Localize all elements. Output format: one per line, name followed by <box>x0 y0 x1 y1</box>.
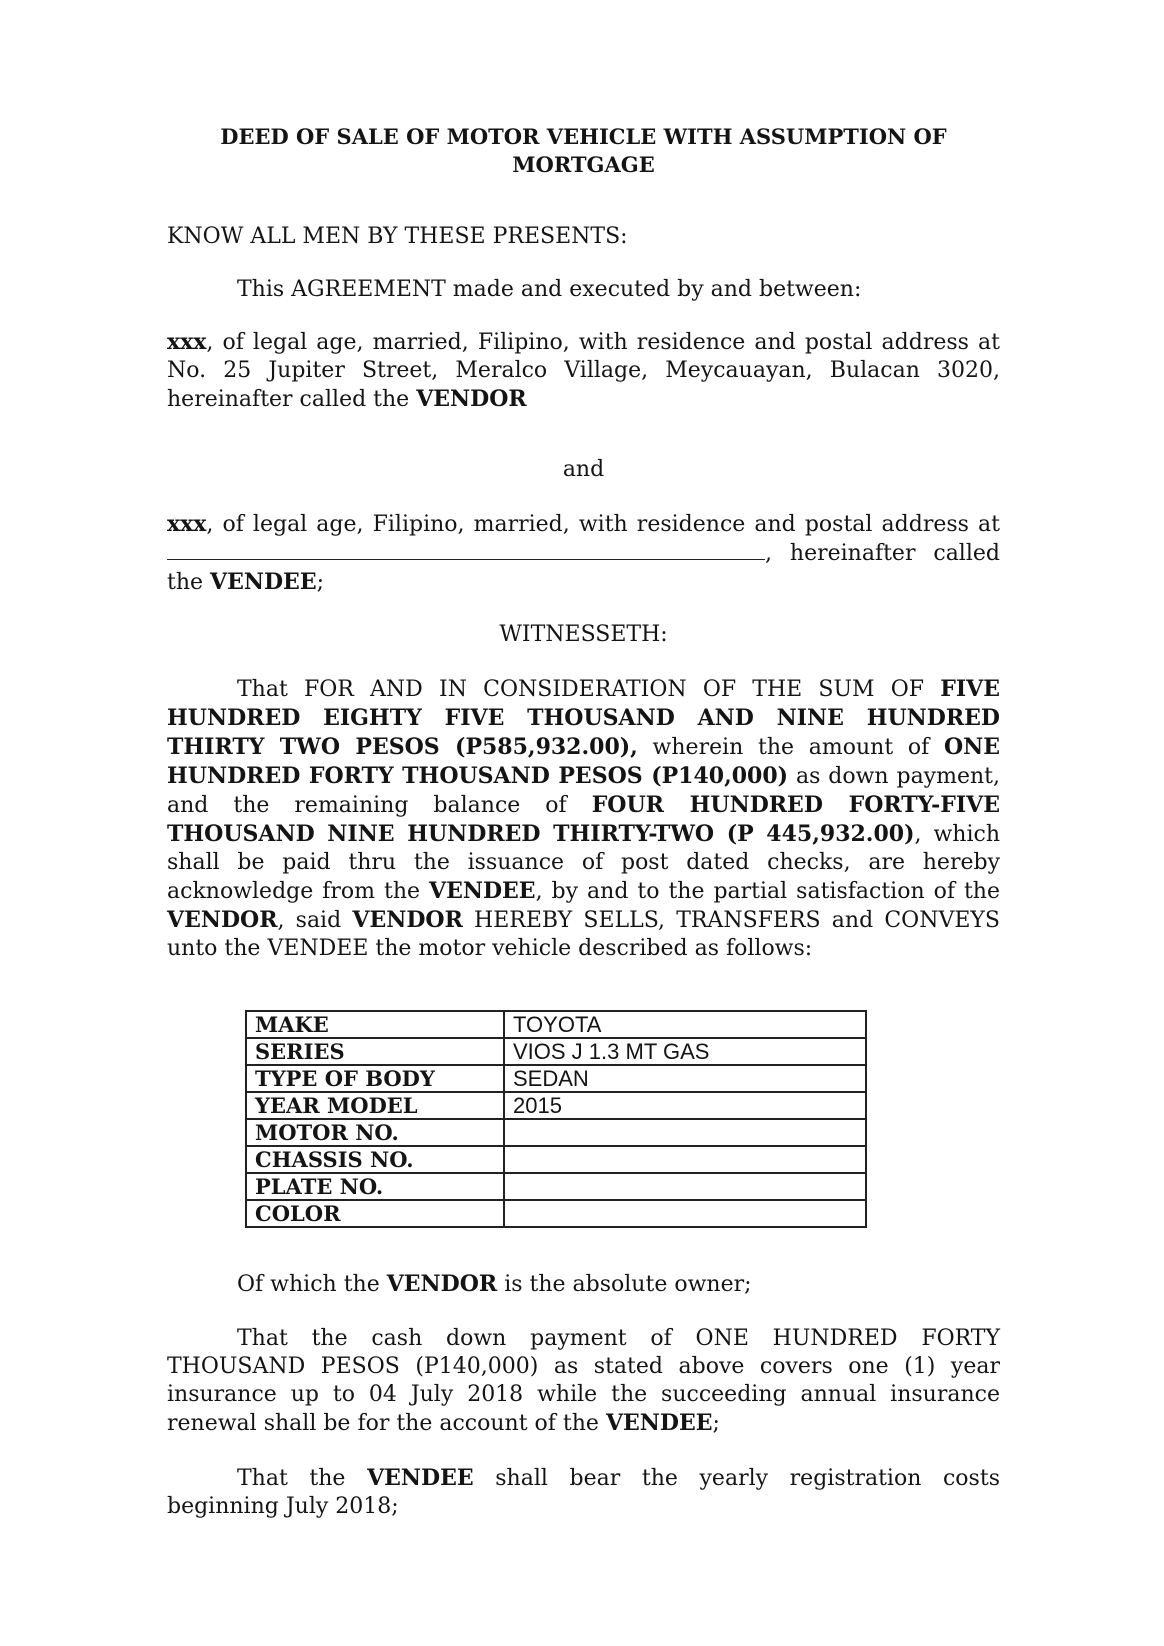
registration-text-2: shall bear the yearly registration costs beginning July 2018; <box>167 1466 1000 1519</box>
vendor-name: xxx <box>167 329 207 355</box>
table-row <box>246 1146 866 1173</box>
consideration-vendor-2: VENDOR <box>352 907 463 933</box>
vendee-paragraph <box>167 510 1000 597</box>
vendor-details: , of legal age, married, Filipino, with residence and postal address at No. 25 Jupiter Street, Meralco Village, Meycauayan, Bulacan 3020, hereinafter called the <box>167 330 1000 412</box>
row-label: PLATE NO. <box>246 1173 504 1200</box>
vendee-details: , of legal age, Filipino, married, with residence and postal address at <box>206 512 1000 537</box>
vendee-hereinafter: , hereinafter called <box>765 541 1000 566</box>
consideration-paragraph <box>167 675 1000 963</box>
down-payment-amount: ONE HUNDRED FORTY THOUSAND PESOS (P140,000) <box>167 734 1000 789</box>
agreement-line: This AGREEMENT made and executed by and between: <box>237 277 862 302</box>
row-label: MAKE <box>246 1011 504 1038</box>
vendee-line-1 <box>167 510 1000 539</box>
and-separator: and <box>562 457 605 482</box>
row-value <box>504 1119 866 1146</box>
vendee-line-2 <box>167 539 1000 568</box>
vendor-role: VENDOR <box>416 386 527 412</box>
vendee-line-3 <box>167 568 1000 597</box>
vendee-role: VENDEE <box>210 569 317 595</box>
consideration-text-1: That FOR AND IN CONSIDERATION OF THE SUM OF <box>237 677 941 702</box>
vendee-name: xxx <box>167 511 207 537</box>
consideration-text-2: wherein the amount of <box>637 735 944 760</box>
row-value <box>504 1173 866 1200</box>
vendee-end: ; <box>316 570 325 595</box>
table-row <box>246 1065 866 1092</box>
row-label: YEAR MODEL <box>246 1092 504 1119</box>
title-line-1: DEED OF SALE OF MOTOR VEHICLE WITH ASSUMPTION OF <box>220 124 947 149</box>
registration-paragraph <box>167 1464 1000 1521</box>
title-line-2: MORTGAGE <box>512 152 655 177</box>
owner-vendor: VENDOR <box>386 1271 498 1297</box>
row-label: TYPE OF BODY <box>246 1065 504 1092</box>
consideration-text-4: , which shall be paid thru the issuance of post dated checks, are hereby acknowledge from the <box>167 822 1000 904</box>
row-value: 2015 <box>504 1092 866 1119</box>
vehicle-description-table <box>245 1010 867 1228</box>
total-sum: FIVE HUNDRED EIGHTY FIVE THOUSAND AND NINE HUNDRED THIRTY TWO PESOS (P585,932.00), <box>167 676 1000 760</box>
witnesseth-heading: WITNESSETH: <box>499 622 668 647</box>
row-label: MOTOR NO. <box>246 1119 504 1146</box>
consideration-text-7: HEREBY SELLS, TRANSFERS and CONVEYS unto the VENDEE the motor vehicle described as follows: <box>167 908 1000 961</box>
vendee-address-blank <box>167 539 765 560</box>
row-value: SEDAN <box>504 1065 866 1092</box>
table-row <box>246 1092 866 1119</box>
registration-text-1: That the <box>237 1466 368 1491</box>
table-row <box>246 1011 866 1038</box>
row-value: TOYOTA <box>504 1011 866 1038</box>
consideration-vendee: VENDEE <box>429 878 536 904</box>
owner-text-1: Of which the <box>237 1272 387 1297</box>
row-value <box>504 1146 866 1173</box>
remaining-balance: FOUR HUNDRED FORTY-FIVE THOUSAND NINE HUNDRED THIRTY-TWO (P 445,932.00) <box>167 792 1000 847</box>
row-label: COLOR <box>246 1200 504 1227</box>
table-row <box>246 1173 866 1200</box>
registration-vendee: VENDEE <box>367 1465 474 1491</box>
vendor-paragraph <box>167 328 1000 414</box>
table-row <box>246 1038 866 1065</box>
row-value <box>504 1200 866 1227</box>
table-row <box>246 1119 866 1146</box>
cash-text-2: ; <box>712 1411 720 1436</box>
consideration-vendor-1: VENDOR <box>167 907 278 933</box>
document-title <box>167 123 1000 179</box>
consideration-text-3: as down payment, and the remaining balance of <box>167 764 1000 818</box>
owner-paragraph <box>167 1270 1000 1299</box>
table-row <box>246 1200 866 1227</box>
cash-down-payment-paragraph <box>167 1325 1000 1438</box>
row-label: CHASSIS NO. <box>246 1146 504 1173</box>
row-label: SERIES <box>246 1038 504 1065</box>
consideration-text-5: , by and to the partial satisfaction of the <box>535 879 1001 904</box>
consideration-text-6: , said <box>277 908 353 933</box>
row-value: VIOS J 1.3 MT GAS <box>504 1038 866 1065</box>
cash-text-1: That the cash down payment of ONE HUNDRED FORTY THOUSAND PESOS (P140,000) as stated above covers one (1) year insurance up to 04 July 2018 while the succeeding annual insurance renewal shall be for the account of the <box>167 1326 1000 1436</box>
cash-vendee: VENDEE <box>605 1410 713 1436</box>
owner-text-2: is the absolute owner; <box>497 1272 752 1297</box>
know-all-heading: KNOW ALL MEN BY THESE PRESENTS: <box>167 224 628 249</box>
vendee-the: the <box>167 570 211 595</box>
